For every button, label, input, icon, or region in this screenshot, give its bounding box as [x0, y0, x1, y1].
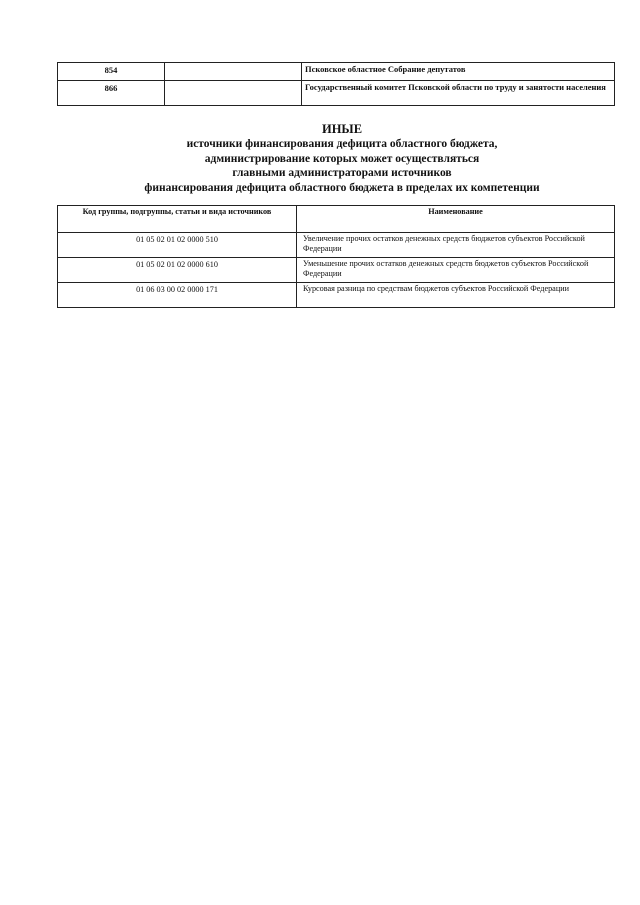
source-name-cell: Увеличение прочих остатков денежных средств бюджетов субъектов Российской Федерации	[297, 233, 615, 258]
section-heading	[57, 122, 627, 195]
empty-cell	[165, 81, 302, 106]
administrators-table	[57, 62, 615, 106]
table-row	[58, 283, 615, 308]
section-title: ИНЫЕ	[321, 122, 363, 136]
table-row	[58, 81, 615, 106]
source-code-cell: 01 05 02 01 02 0000 610	[58, 258, 297, 283]
admin-name-cell: Государственный комитет Псковской области по труду и занятости населения	[302, 81, 615, 106]
heading-line: администрирование которых может осуществляться	[204, 152, 480, 165]
source-code-cell: 01 05 02 01 02 0000 510	[58, 233, 297, 258]
table-row	[58, 258, 615, 283]
source-name-cell: Уменьшение прочих остатков денежных средств бюджетов субъектов Российской Федерации	[297, 258, 615, 283]
table-row	[58, 63, 615, 81]
admin-code-cell: 866	[58, 81, 165, 106]
heading-line: источники финансирования дефицита областного бюджета,	[186, 138, 498, 150]
column-header-name: Наименование	[297, 206, 615, 233]
table-header-row	[58, 206, 615, 233]
admin-code-cell: 854	[58, 63, 165, 81]
admin-name-cell: Псковское областное Собрание депутатов	[302, 63, 615, 81]
table-row	[58, 233, 615, 258]
heading-line: главными администраторами источников	[232, 167, 452, 179]
column-header-code: Код группы, подгруппы, статьи и вида источников	[58, 206, 297, 233]
heading-line: финансирования дефицита областного бюджета в пределах их компетенции	[144, 181, 540, 194]
source-code-cell: 01 06 03 00 02 0000 171	[58, 283, 297, 308]
financing-sources-table	[57, 205, 615, 308]
source-name-cell: Курсовая разница по средствам бюджетов субъектов Российской Федерации	[297, 283, 615, 308]
empty-cell	[165, 63, 302, 81]
